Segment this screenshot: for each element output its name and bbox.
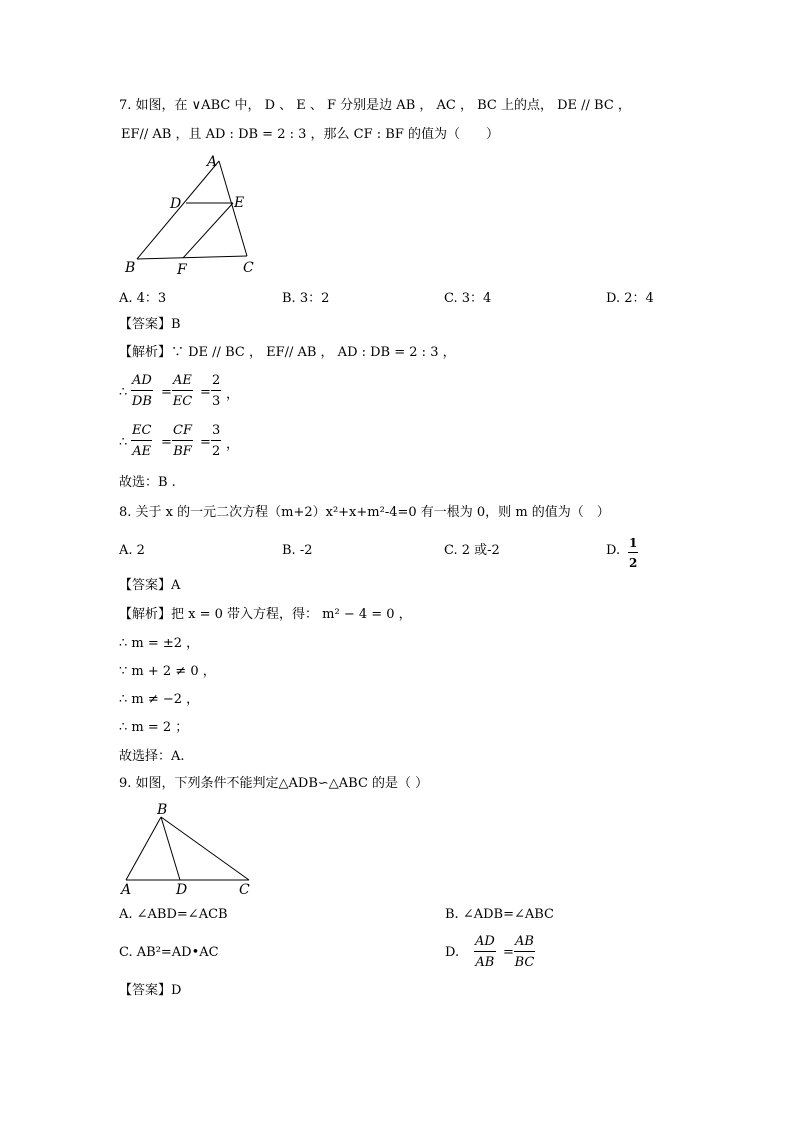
q7-label-a: A bbox=[207, 154, 218, 170]
q7-label-d: D bbox=[170, 196, 182, 212]
q9-option-b: B. ∠ADB=∠ABC bbox=[445, 907, 554, 922]
q8-step-3: ∴ m ≠ −2 ， bbox=[119, 692, 200, 707]
q7-option-d: D. 2：4 bbox=[606, 291, 654, 306]
q9-option-c: C. AB²=AD•AC bbox=[119, 945, 219, 960]
q8-option-b: B. -2 bbox=[282, 543, 313, 558]
q9-label-c: C bbox=[239, 882, 250, 898]
q8-answer: 【答案】A bbox=[119, 578, 181, 593]
q7-option-c: C. 3：4 bbox=[444, 291, 492, 306]
q7-choose: 故选：B . bbox=[119, 475, 176, 490]
q9-stem: 9. 如图，下列条件不能判定△ADB∽△ABC 的是（ ） bbox=[119, 776, 429, 791]
q7-stem-line2: EF// AB ，且 AD : DB = 2 : 3 ，那么 CF : BF 的值为（ ） bbox=[121, 127, 499, 142]
q8-step-4: ∴ m = 2 ； bbox=[119, 720, 189, 735]
q7-answer: 【答案】B bbox=[119, 317, 181, 332]
q8-option-c: C. 2 或-2 bbox=[444, 543, 500, 558]
q8-stem: 8. 关于 x 的一元二次方程（m+2）x²+x+m²-4=0 有一根为 0，则 m 的值为（ ） bbox=[119, 505, 610, 520]
q7-analysis: 【解析】∵ DE // BC ， EF// AB ， AD : DB = 2 : 3 ， bbox=[119, 345, 456, 360]
q7-option-b: B. 3：2 bbox=[282, 291, 330, 306]
q8-option-d: D. bbox=[606, 543, 621, 558]
q9-answer: 【答案】D bbox=[119, 983, 182, 998]
q9-label-a: A bbox=[121, 882, 132, 898]
q8-analysis: 【解析】把 x = 0 带入方程，得： m² − 4 = 0 ， bbox=[119, 607, 412, 622]
q9-label-b: B bbox=[157, 802, 168, 818]
q8-step-1: ∴ m = ±2 ， bbox=[119, 636, 200, 651]
q8-option-d-fraction: $\frac{1}{2}$ bbox=[629, 536, 638, 570]
q9-option-a: A. ∠ABD=∠ACB bbox=[119, 907, 228, 922]
q7-stem-line1: 7. 如图，在 ∨ABC 中， D 、 E 、 F 分别是边 AB ， AC ， BC 上的点， DE // BC ， bbox=[119, 98, 631, 113]
q8-choose: 故选择：A. bbox=[119, 749, 185, 764]
q7-triangle-figure bbox=[120, 150, 270, 280]
q7-label-e: E bbox=[234, 195, 245, 211]
q7-label-b: B bbox=[125, 260, 136, 276]
q8-option-a: A. 2 bbox=[119, 543, 145, 558]
q7-option-a: A. 4：3 bbox=[119, 291, 167, 306]
q7-label-f: F bbox=[177, 262, 187, 278]
q9-triangle-figure bbox=[118, 800, 263, 898]
q8-step-2: ∵ m + 2 ≠ 0 ， bbox=[119, 664, 216, 679]
q9-label-d: D bbox=[176, 882, 188, 898]
q7-label-c: C bbox=[243, 260, 254, 276]
